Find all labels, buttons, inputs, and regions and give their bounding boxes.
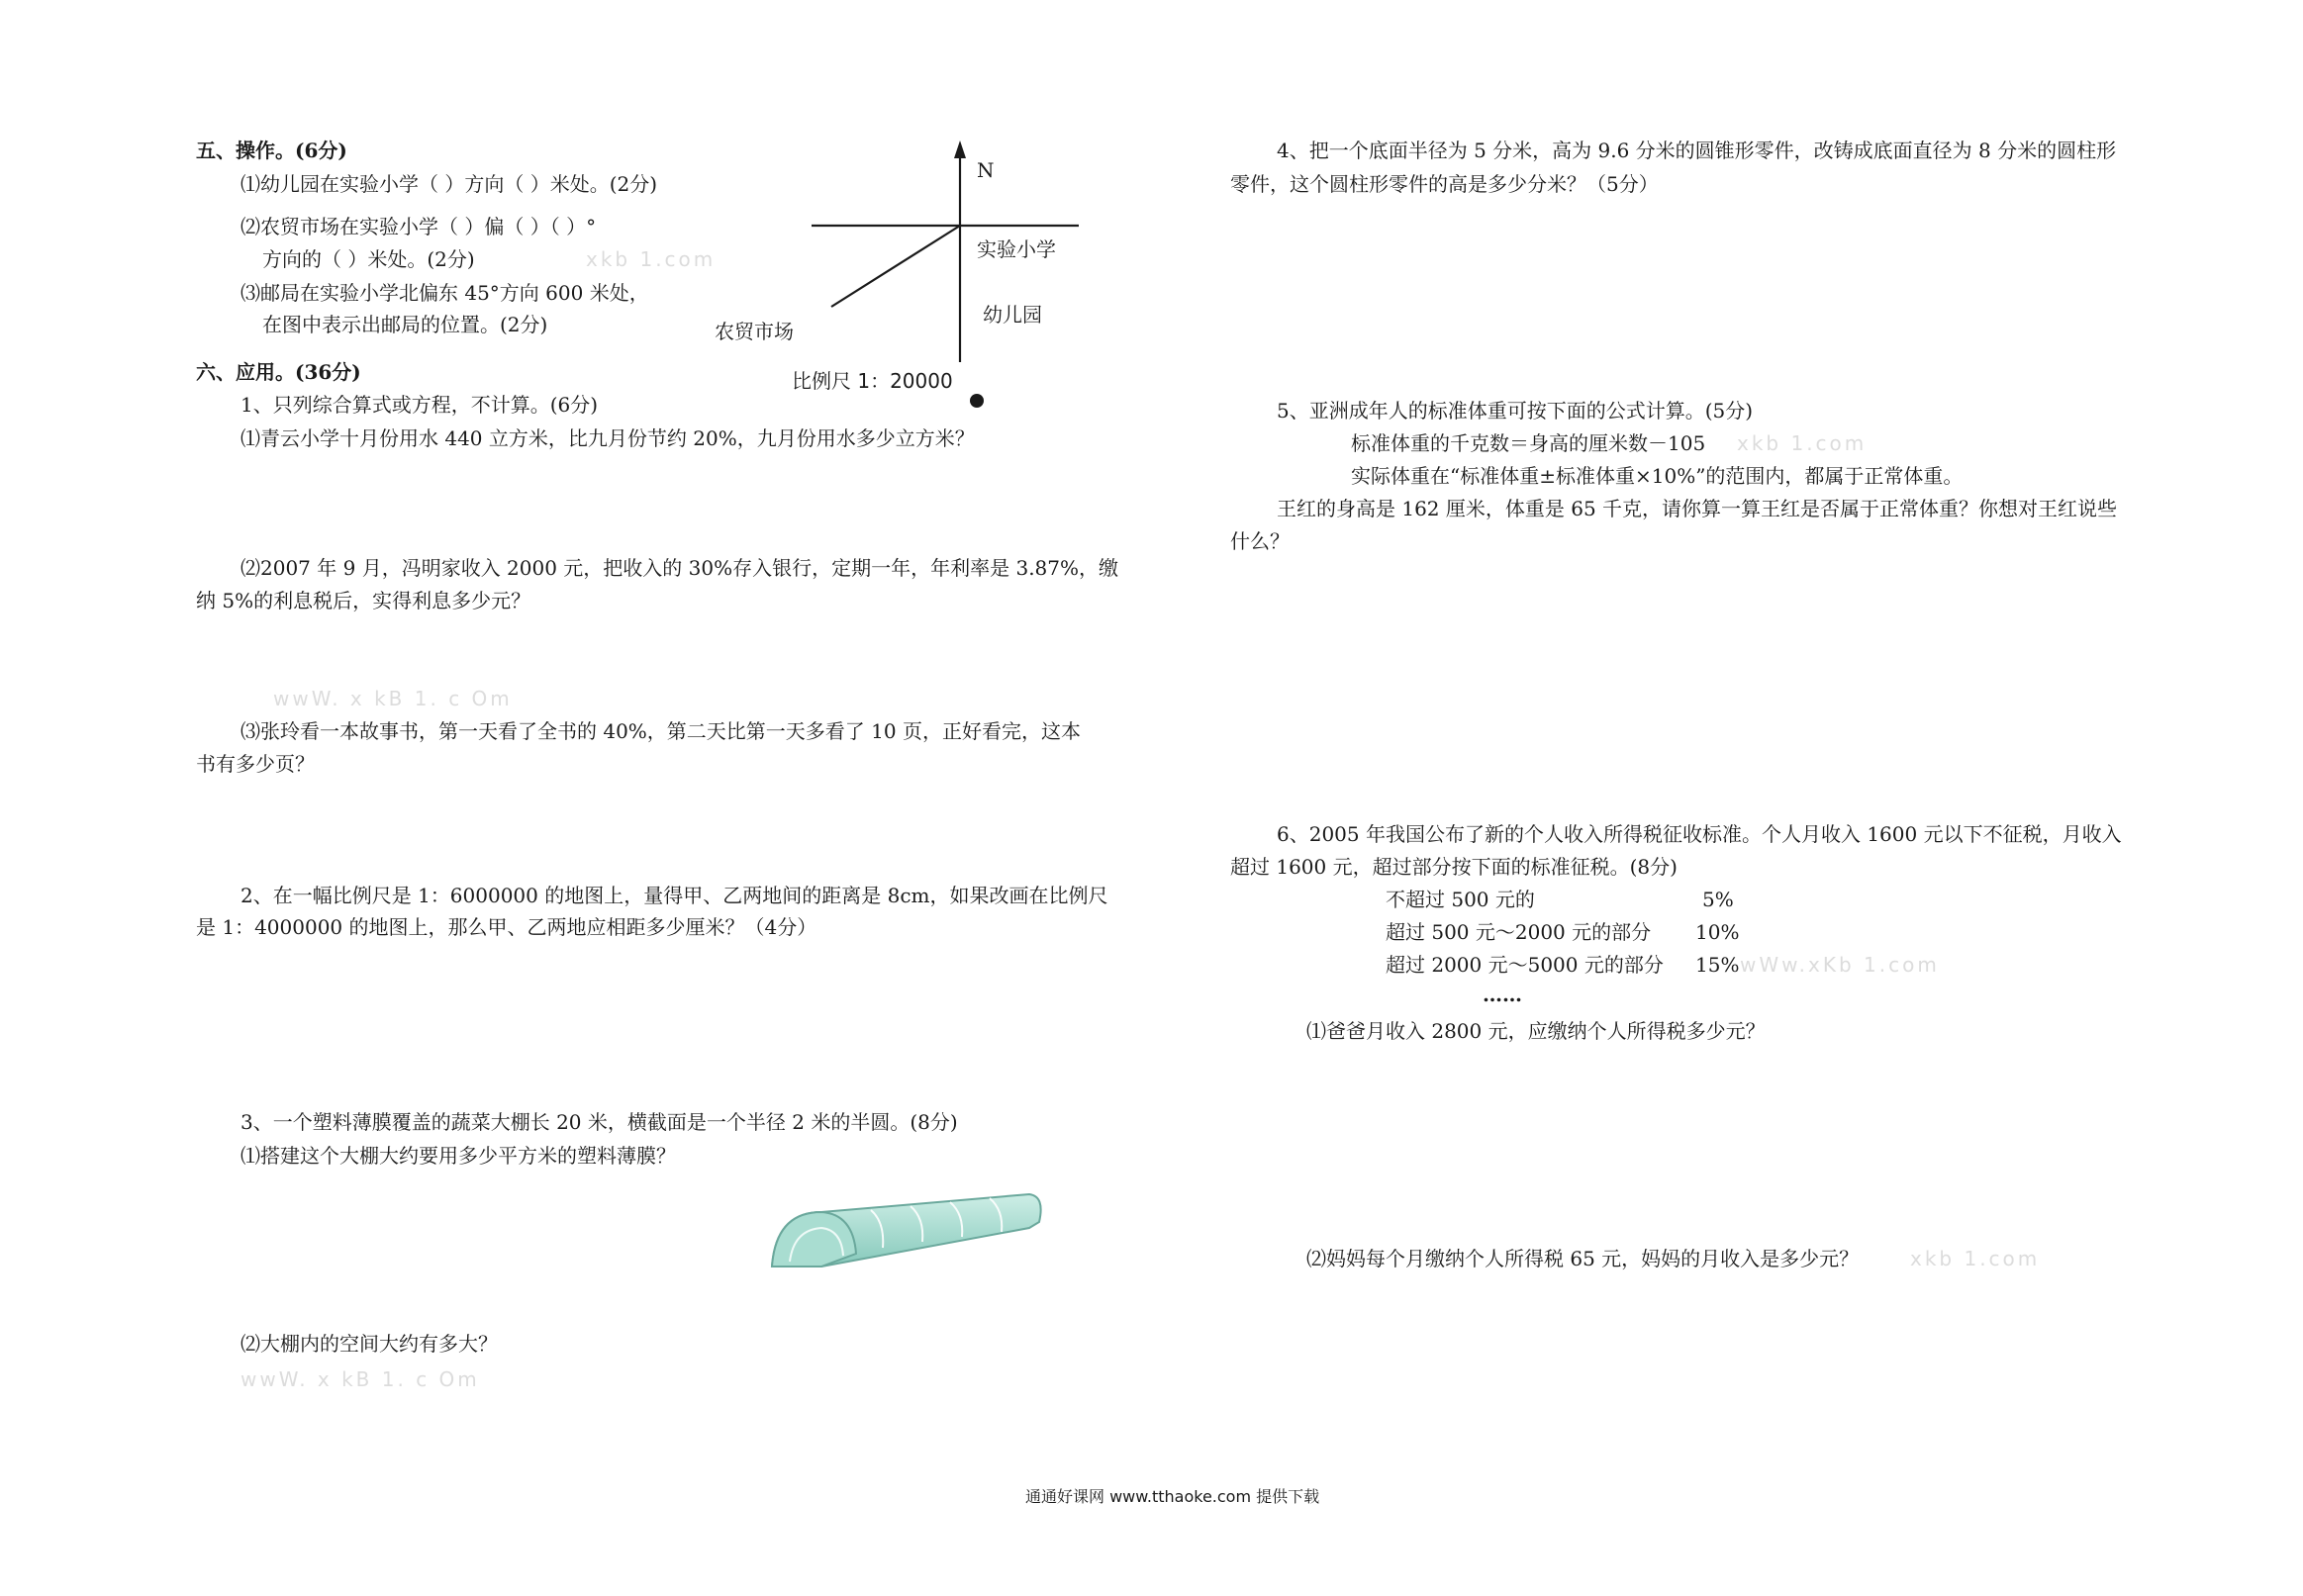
watermark: wwW. x kB 1. c Om (240, 1367, 480, 1391)
question-6-1-1: ⑴青云小学十月份用水 440 立方米，比九月份节约 20%，九月份用水多少立方米？ (240, 426, 975, 450)
market-direction-line (831, 226, 960, 307)
question-6-1-2-line1: ⑵2007 年 9 月，冯明家收入 2000 元，把收入的 30%存入银行，定期一年，年利率是 3.87%，缴 (240, 556, 1119, 580)
map-kindergarten-label: 幼儿园 (983, 303, 1042, 327)
tax-row-range: 超过 2000 元～5000 元的部分 (1386, 953, 1664, 977)
question-6-1-3-line1: ⑶张玲看一本故事书，第一天看了全书的 40%，第二天比第一天多看了 10 页，正好看完，这本 (240, 719, 1081, 743)
question-4-line2: 零件，这个圆柱形零件的高是多少分米？（5分） (1230, 172, 1659, 196)
tax-row-rate: 10% (1695, 920, 1740, 944)
question-6-1: ⑴爸爸月收入 2800 元，应缴纳个人所得税多少元？ (1306, 1019, 1766, 1043)
question-6-3: 3、一个塑料薄膜覆盖的蔬菜大棚长 20 米，横截面是一个半径 2 米的半圆。(8分) (240, 1110, 958, 1134)
question-6-2-line2: 是 1：4000000 的地图上，那么甲、乙两地应相距多少厘米？（4分） (196, 915, 817, 939)
tax-row-range: 不超过 500 元的 (1386, 888, 1535, 911)
watermark: wwW. x kB 1. c Om (273, 687, 513, 710)
question-5-2-line2: 方向的（ ）米处。(2分) (262, 247, 475, 271)
question-6-2: ⑵妈妈每个月缴纳个人所得税 65 元，妈妈的月收入是多少元？ (1306, 1247, 1860, 1270)
formula-standard-weight: 标准体重的千克数＝身高的厘米数－105 (1351, 431, 1706, 455)
north-arrow-icon (954, 141, 966, 158)
question-5-2-line1: ⑵农贸市场在实验小学（ ）偏（ ）（ ）° (240, 215, 597, 238)
question-5-3-line1: ⑶邮局在实验小学北偏东 45°方向 600 米处， (240, 281, 649, 305)
question-6-line1: 6、2005 年我国公布了新的个人收入所得税征收标准。个人月收入 1600 元以下不征税，月收入 (1277, 822, 2122, 846)
tax-row-rate: 5% (1702, 888, 1734, 911)
section-5-title: 五、操作。(6分) (196, 139, 347, 162)
page-footer: 通通好课网 www.tthaoke.com 提供下载 (1025, 1487, 1320, 1506)
greenhouse-illustration (762, 1182, 1049, 1281)
question-5: 5、亚洲成年人的标准体重可按下面的公式计算。(5分) (1277, 399, 1754, 422)
map-scale-label: 比例尺 1：20000 (792, 369, 953, 393)
post-office-point (970, 394, 984, 408)
question-6-line2: 超过 1600 元，超过部分按下面的标准征税。(8分) (1230, 855, 1678, 879)
question-4-line1: 4、把一个底面半径为 5 分米，高为 9.6 分米的圆锥形零件，改铸成底面直径为 8 分米的圆柱形 (1277, 139, 2117, 162)
watermark: xkb 1.com (1910, 1247, 2041, 1270)
question-5-1: ⑴幼儿园在实验小学（ ）方向（ ）米处。(2分) (240, 172, 658, 196)
map-market-label: 农贸市场 (715, 320, 794, 343)
question-6-2-line1: 2、在一幅比例尺是 1：6000000 的地图上，量得甲、乙两地间的距离是 8cm，如果改画在比例尺 (240, 884, 1108, 907)
tax-row-range: 超过 500 元～2000 元的部分 (1386, 920, 1652, 944)
question-6-1-2-line2: 纳 5%的利息税后，实得利息多少元？ (196, 589, 531, 612)
watermark: wWw.xKb 1.com (1740, 953, 1940, 977)
tax-ellipsis: …… (1483, 983, 1522, 1006)
map-school-label: 实验小学 (977, 237, 1056, 261)
map-north-label: N (977, 158, 995, 182)
question-6-3-1: ⑴搭建这个大棚大约要用多少平方米的塑料薄膜？ (240, 1144, 676, 1168)
question-6-3-2: ⑵大棚内的空间大约有多大？ (240, 1332, 498, 1356)
question-5-ask-line1: 王红的身高是 162 厘米，体重是 65 千克，请你算一算王红是否属于正常体重？你想对王红说些 (1277, 497, 2118, 520)
question-5-ask-line2: 什么？ (1230, 529, 1290, 553)
question-5-3-line2: 在图中表示出邮局的位置。(2分) (262, 313, 548, 336)
question-6-1-3-line2: 书有多少页？ (196, 752, 315, 776)
formula-normal-range: 实际体重在“标准体重±标准体重×10%”的范围内，都属于正常体重。 (1351, 464, 1964, 488)
tax-row-rate: 15% (1695, 953, 1740, 977)
watermark: xkb 1.com (586, 247, 717, 271)
watermark: xkb 1.com (1737, 431, 1868, 455)
section-6-title: 六、应用。(36分) (196, 360, 361, 384)
question-6-1: 1、只列综合算式或方程，不计算。(6分) (240, 393, 599, 417)
